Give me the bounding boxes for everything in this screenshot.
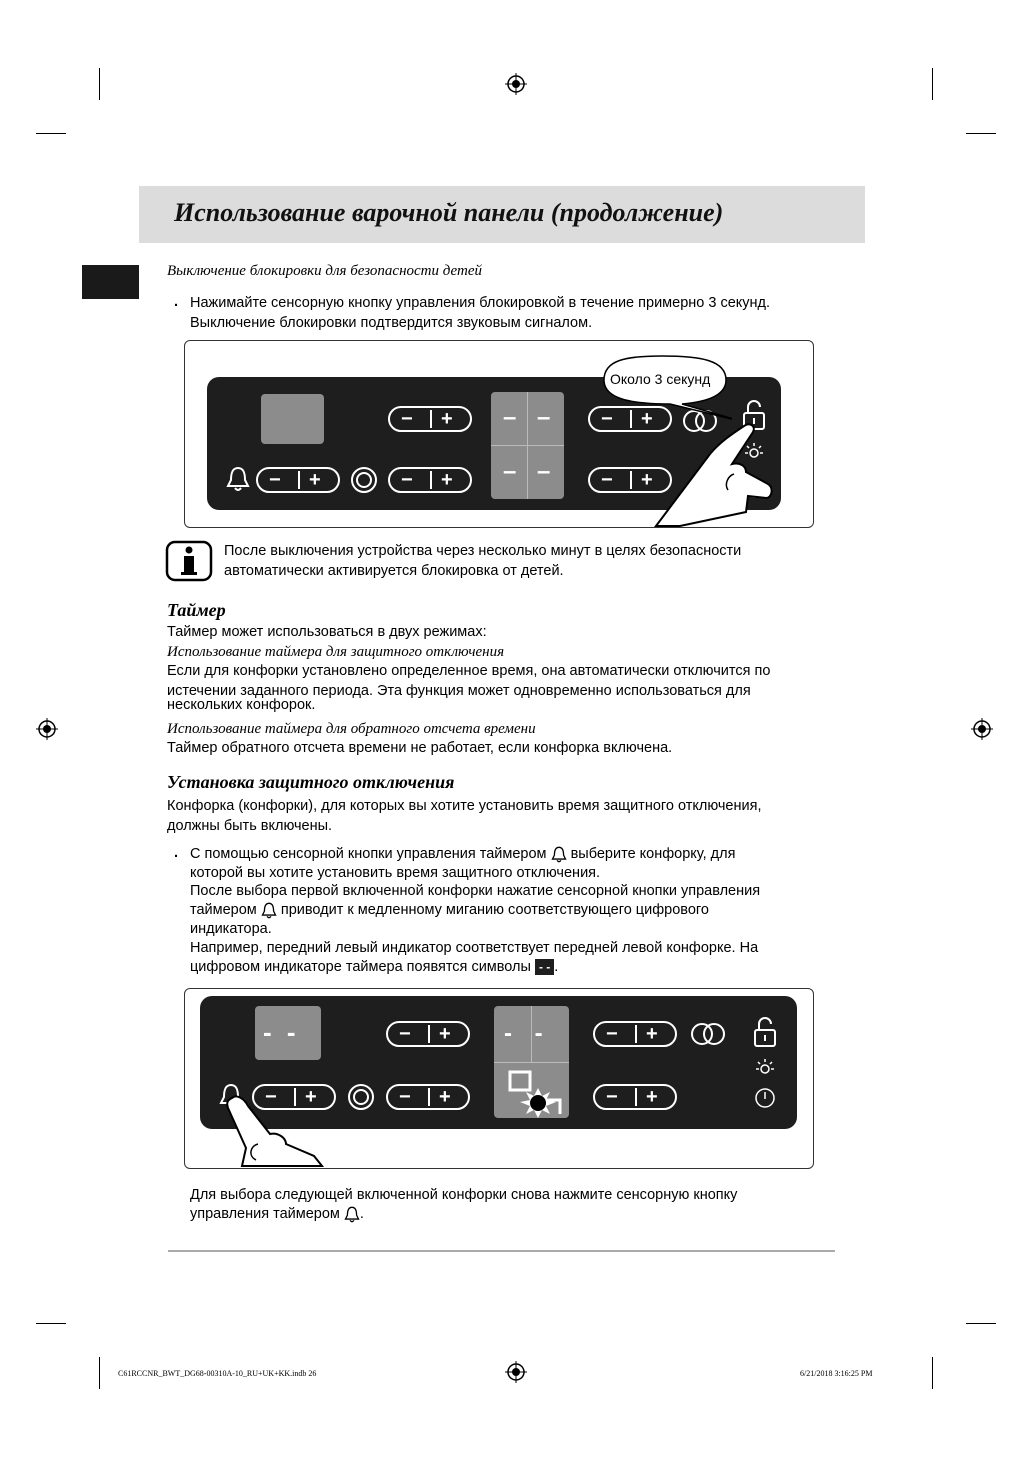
power-slider-rear-right[interactable] — [593, 1021, 677, 1047]
plus-sign: + — [439, 1086, 451, 1108]
power-slider-rear-left[interactable] — [386, 1021, 470, 1047]
dash: – — [503, 404, 517, 431]
minus-sign: − — [606, 1023, 618, 1045]
text-fragment: выберите конфорку, для — [570, 846, 736, 862]
dash: – — [537, 458, 551, 485]
bullet: . — [174, 845, 179, 861]
crop-mark — [966, 1323, 996, 1324]
timer-display-value: - - — [263, 1017, 300, 1047]
dash: – — [537, 404, 551, 431]
paragraph: После выбора первой включенной конфорки нажатие сенсорной кнопки управления — [190, 883, 761, 899]
plus-sign: + — [646, 1086, 658, 1108]
paragraph: Конфорка (конфорки), для которых вы хотите установить время защитного отключения, — [167, 798, 762, 814]
registration-mark-icon — [971, 718, 993, 740]
text-fragment: таймером — [190, 902, 257, 918]
crop-mark — [932, 1357, 933, 1389]
section-subtitle: Выключение блокировки для безопасности детей — [167, 263, 482, 279]
registration-mark-icon — [505, 1361, 527, 1383]
keep-warm-icon[interactable] — [753, 1058, 777, 1080]
section-heading: Установка защитного отключения — [167, 772, 455, 792]
paragraph: Выключение блокировки подтвердится звуковым сигналом. — [190, 315, 593, 331]
section-heading: Таймер — [167, 600, 226, 620]
text-fragment: цифровом индикаторе таймера появятся символы — [190, 959, 531, 975]
minus-sign: − — [401, 408, 413, 430]
power-slider-front-left[interactable] — [386, 1084, 470, 1110]
minus-sign: − — [601, 408, 613, 430]
minus-sign: − — [399, 1086, 411, 1108]
plus-sign: + — [305, 1086, 317, 1108]
text-fragment: приводит к медленному миганию соответствующего цифрового — [280, 902, 709, 918]
crop-mark — [932, 68, 933, 100]
info-text: автоматически активируется блокировка от детей. — [224, 563, 564, 579]
paragraph-line — [190, 1205, 364, 1224]
info-text: После выключения устройства через несколько минут в целях безопасности — [224, 543, 742, 559]
zone-display — [494, 1006, 569, 1118]
minus-sign: − — [606, 1086, 618, 1108]
paragraph: должны быть включены. — [167, 818, 333, 834]
zone-display-value: - - — [504, 1020, 551, 1047]
callout-text: Около 3 секунд — [610, 371, 711, 387]
plus-sign: + — [309, 469, 321, 491]
crop-mark — [36, 133, 66, 134]
paragraph: Таймер обратного отсчета времени не работает, если конфорка включена. — [167, 740, 673, 756]
text-fragment: управления таймером — [190, 1206, 340, 1222]
text-fragment: . — [359, 1206, 364, 1222]
blinking-digit-icon — [502, 1066, 566, 1118]
power-slider-front-left[interactable] — [388, 467, 472, 493]
plus-sign: + — [646, 1023, 658, 1045]
paragraph: индикатора. — [190, 921, 272, 937]
bell-icon — [344, 1206, 360, 1223]
minus-sign: − — [399, 1023, 411, 1045]
timer-display — [255, 1006, 321, 1060]
plus-sign: + — [641, 408, 653, 430]
bell-icon[interactable] — [226, 466, 250, 492]
paragraph: Например, передний левый индикатор соответствует передней левой конфорке. На — [190, 940, 759, 956]
bell-icon — [551, 846, 567, 863]
side-tab — [82, 265, 139, 299]
text-fragment: . — [554, 959, 559, 975]
minus-sign: − — [269, 469, 281, 491]
symbol-badge: - - — [535, 959, 554, 975]
pointing-hand-icon — [222, 1094, 332, 1168]
lock-icon[interactable] — [752, 1016, 778, 1048]
dual-zone-icon[interactable] — [350, 466, 378, 494]
power-icon[interactable] — [753, 1086, 777, 1110]
subheading: Использование таймера для обратного отсчета времени — [167, 721, 536, 737]
paragraph: Нажимайте сенсорную кнопку управления блокировкой в течение примерно 3 секунд. — [190, 295, 771, 311]
paragraph: Если для конфорки установлено определенное время, она автоматически отключится по — [167, 663, 771, 679]
minus-sign: − — [401, 469, 413, 491]
text-fragment: С помощью сенсорной кнопки управления таймером — [190, 846, 547, 862]
minus-sign: − — [601, 469, 613, 491]
footer-file-info: C61RCCNR_BWT_DG68-00310A-10_RU+UK+KK.indb 26 — [118, 1369, 317, 1378]
paragraph: которой вы хотите установить время защитного отключения. — [190, 865, 601, 881]
power-slider-front-right[interactable] — [593, 1084, 677, 1110]
timer-slider[interactable] — [256, 467, 340, 493]
registration-mark-icon — [36, 718, 58, 740]
plus-sign: + — [441, 408, 453, 430]
dual-zone-icon[interactable] — [347, 1083, 375, 1111]
zone-display — [491, 392, 564, 499]
crop-mark — [36, 1323, 66, 1324]
pointing-hand-icon — [650, 414, 780, 528]
paragraph: Таймер может использоваться в двух режимах: — [167, 624, 487, 640]
dash: – — [503, 458, 517, 485]
bell-icon — [261, 902, 277, 919]
crop-mark — [99, 1357, 100, 1389]
crop-mark — [99, 68, 100, 100]
paragraph-line — [190, 901, 709, 920]
plus-sign: + — [641, 469, 653, 491]
subheading: Использование таймера для защитного отключения — [167, 644, 505, 660]
minus-sign: − — [265, 1086, 277, 1108]
plus-sign: + — [439, 1023, 451, 1045]
registration-mark-icon — [505, 73, 527, 95]
paragraph: истечении заданного периода. Эта функция может одновременно использоваться для — [167, 683, 751, 699]
paragraph: Для выбора следующей включенной конфорки снова нажмите сенсорную кнопку — [190, 1187, 738, 1203]
page-title: Использование варочной панели (продолжение) — [174, 198, 724, 227]
paragraph-line — [190, 845, 735, 864]
paragraph: нескольких конфорок. — [167, 697, 316, 713]
paragraph-line — [190, 958, 558, 977]
crop-mark — [966, 133, 996, 134]
bullet: . — [174, 294, 179, 310]
timer-display — [261, 394, 324, 444]
footer-timestamp: 6/21/2018 3:16:25 PM — [800, 1369, 873, 1378]
divider — [168, 1250, 835, 1252]
info-icon — [165, 540, 213, 582]
plus-sign: + — [441, 469, 453, 491]
bridge-zone-icon[interactable] — [688, 1022, 728, 1046]
power-slider-rear-left[interactable] — [388, 406, 472, 432]
